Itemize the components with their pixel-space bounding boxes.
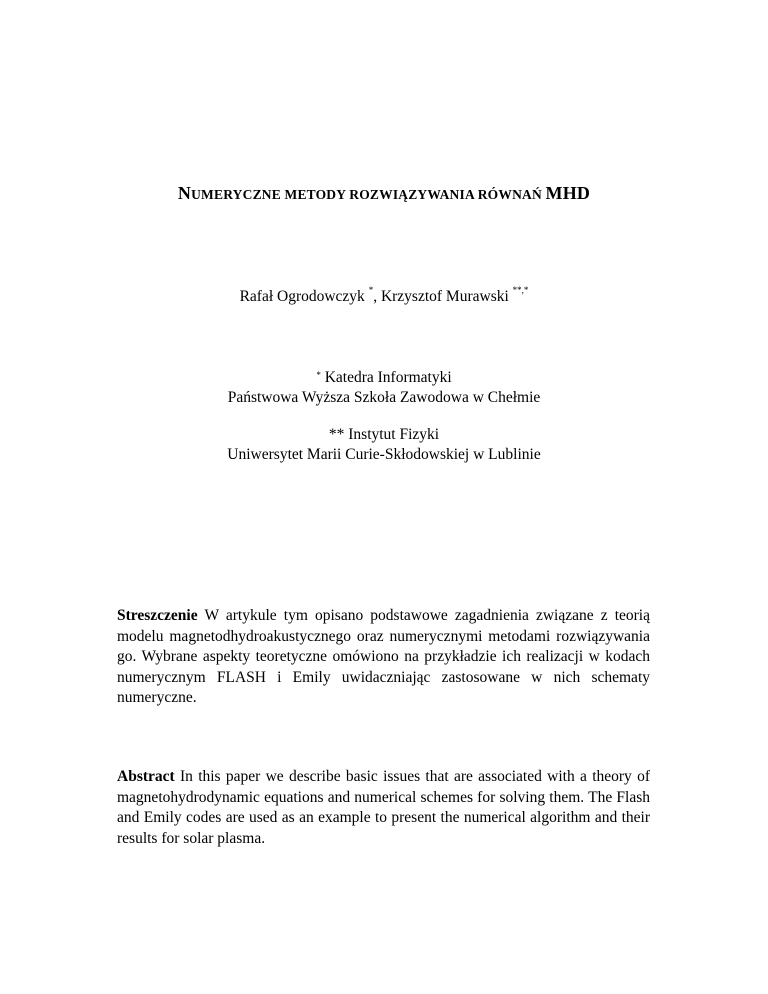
- affiliation-1-line-1: [0, 368, 768, 388]
- paper-title: [0, 183, 768, 204]
- authors-line: [0, 285, 768, 306]
- streszczenie-paragraph: [117, 606, 650, 709]
- title-main-text: UMERYCZNE METODY ROZWIĄZYWANIA RÓWNAŃ: [191, 187, 546, 202]
- abstract-paragraph: [117, 767, 650, 849]
- title-tail: MHD: [545, 183, 591, 203]
- title-first-letter: N: [177, 183, 192, 203]
- abstract-label: Abstract: [117, 768, 175, 785]
- affiliation-1-line-2: Państwowa Wyższa Szkoła Zawodowa w Chełmie: [227, 389, 541, 406]
- author-1-mark: *: [368, 285, 374, 295]
- streszczenie-label: Streszczenie: [117, 607, 198, 624]
- author-1-name: Rafał Ogrodowczyk: [239, 288, 369, 305]
- affiliation-2-line-1: ** Instytut Fizyki: [328, 426, 440, 443]
- streszczenie-text: W artykule tym opisano podstawowe zagadnienia związane z teorią modelu magnetodhydroakustycznego oraz numerycznymi metodami rozwiązywania go. Wybrane aspekty teoretyczne omówiono na przykładzie ich realizacji w kodach numerycznym FLASH i Emily uwidaczniając zastosowane w nich schematy numeryczne.: [117, 607, 650, 706]
- affiliation-1: [0, 368, 768, 408]
- affiliation-1-department: Katedra Informatyki: [320, 369, 452, 386]
- affiliation-1-mark: *: [316, 370, 321, 380]
- affiliation-2: [0, 425, 768, 465]
- author-2-name: Krzysztof Murawski: [380, 288, 513, 305]
- affiliation-2-line-2: Uniwersytet Marii Curie-Skłodowskiej w Lublinie: [227, 446, 541, 463]
- author-2-mark: **,*: [512, 285, 529, 295]
- abstract-text: In this paper we describe basic issues that are associated with a theory of magnetohydrodynamic equations and numerical schemes for solving them. The Flash and Emily codes are used as an example to present the numerical algorithm and their results for solar plasma.: [117, 768, 650, 847]
- author-separator: ,: [373, 288, 381, 305]
